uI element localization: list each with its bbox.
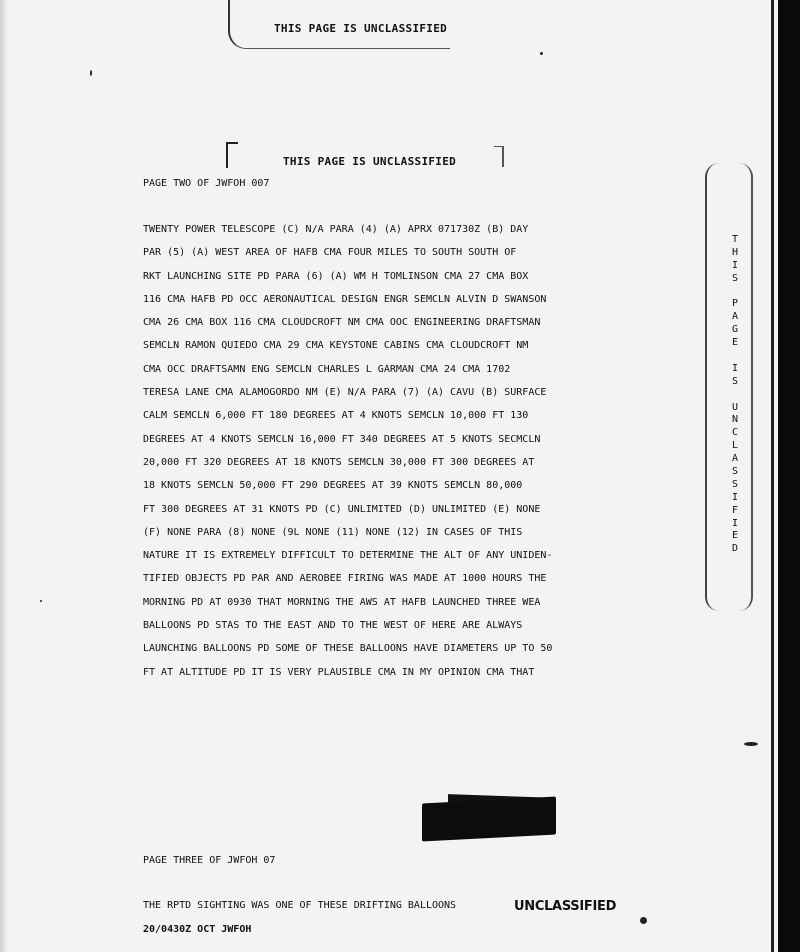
- scan-speck: [744, 742, 758, 746]
- body-line: DEGREES AT 4 KNOTS SEMCLN 16,000 FT 340 DEGREES AT 5 KNOTS SECMCLN: [143, 433, 541, 445]
- vertical-stamp-letter: H: [731, 246, 739, 258]
- vertical-stamp-letter: E: [731, 530, 739, 542]
- body-line: CMA 26 CMA BOX 116 CMA CLOUDCROFT NM CMA OOC ENGINEERING DRAFTSMAN: [143, 317, 541, 329]
- body-line: CALM SEMCLN 6,000 FT 180 DEGREES AT 4 KNOTS SEMCLN 10,000 FT 130: [143, 410, 529, 422]
- vertical-stamp-letter: I: [731, 517, 739, 529]
- scan-speck: [40, 600, 42, 602]
- body-line: TERESA LANE CMA ALAMOGORDO NM (E) N/A PARA (7) (A) CAVU (B) SURFACE: [143, 387, 547, 399]
- top-classification-banner: THIS PAGE IS UNCLASSIFIED: [274, 22, 448, 35]
- body-line: PAR (5) (A) WEST AREA OF HAFB CMA FOUR MILES TO SOUTH SOUTH OF: [143, 247, 517, 259]
- message-body: [143, 218, 623, 684]
- vertical-stamp-letter: I: [731, 362, 739, 374]
- vertical-stamp-letter: S: [731, 375, 739, 387]
- body-line: FT 300 DEGREES AT 31 KNOTS PD (C) UNLIMITED (D) UNLIMITED (E) NONE: [143, 503, 541, 515]
- scan-speck: [540, 52, 543, 55]
- vertical-stamp-letter: T: [731, 234, 739, 245]
- date-time-group: 20/0430Z OCT JWFOH: [143, 924, 252, 935]
- scan-speck: [90, 70, 92, 76]
- body-line: TWENTY POWER TELESCOPE (C) N/A PARA (4) (A) APRX 071730Z (B) DAY: [143, 224, 529, 235]
- unclassified-stamp: UNCLASSIFIED: [514, 899, 617, 914]
- page-three-header: PAGE THREE OF JWFOH 07: [143, 855, 276, 866]
- vertical-stamp-letter: D: [731, 543, 739, 555]
- scan-edge: [778, 0, 800, 952]
- body-line: 18 KNOTS SEMCLN 50,000 FT 290 DEGREES AT 39 KNOTS SEMCLN 80,000: [143, 480, 523, 492]
- vertical-stamp-letter: E: [731, 337, 739, 349]
- vertical-stamp-letter: I: [731, 259, 739, 271]
- body-line: SEMCLN RAMON QUIEDO CMA 29 CMA KEYSTONE CABINS CMA CLOUDCROFT NM: [143, 340, 529, 352]
- body-line: MORNING PD AT 0930 THAT MORNING THE AWS AT HAFB LAUNCHED THREE WEA: [143, 596, 541, 608]
- vertical-stamp-letter: [728, 389, 742, 402]
- vertical-stamp-letter: S: [731, 466, 739, 478]
- scan-speck: [640, 917, 647, 924]
- body-line: FT AT ALTITUDE PD IT IS VERY PLAUSIBLE CMA IN MY OPINION CMA THAT: [143, 666, 535, 678]
- vertical-stamp-letter: C: [731, 427, 739, 439]
- vertical-stamp-letter: A: [731, 311, 739, 323]
- body-line: 116 CMA HAFB PD OCC AERONAUTICAL DESIGN ENGR SEMCLN ALVIN D SWANSON: [143, 293, 547, 305]
- redaction-mark: [422, 796, 556, 841]
- inner-classification-banner: THIS PAGE IS UNCLASSIFIED: [283, 155, 457, 168]
- body-line: RKT LAUNCHING SITE PD PARA (6) (A) WM H TOMLINSON CMA 27 CMA BOX: [143, 270, 529, 282]
- body-line: (F) NONE PARA (8) NONE (9L NONE (11) NONE (12) IN CASES OF THIS: [143, 526, 523, 538]
- vertical-stamp-letter: S: [731, 478, 739, 490]
- body-line: LAUNCHING BALLOONS PD SOME OF THESE BALLOONS HAVE DIAMETERS UP TO 50: [143, 643, 553, 655]
- vertical-classification-stamp: [728, 234, 742, 556]
- page-header-line: PAGE TWO OF JWFOH 007: [143, 178, 270, 189]
- left-bracket-mark: [226, 142, 238, 168]
- vertical-stamp-letter: [728, 350, 742, 363]
- body-line: NATURE IT IS EXTREMELY DIFFICULT TO DETERMINE THE ALT OF ANY UNIDEN-: [143, 550, 553, 562]
- vertical-stamp-letter: P: [731, 298, 739, 310]
- vertical-stamp-letter: A: [731, 453, 739, 465]
- vertical-stamp-letter: [728, 286, 742, 299]
- body-line: 20,000 FT 320 DEGREES AT 18 KNOTS SEMCLN 30,000 FT 300 DEGREES AT: [143, 456, 535, 468]
- vertical-stamp-letter: I: [731, 491, 739, 503]
- scan-edge-line: [771, 0, 774, 952]
- body-line: BALLOONS PD STAS TO THE EAST AND TO THE WEST OF HERE ARE ALWAYS: [143, 620, 523, 632]
- footer-sentence: THE RPTD SIGHTING WAS ONE OF THESE DRIFTING BALLOONS: [143, 900, 457, 911]
- vertical-stamp-letter: U: [731, 401, 739, 413]
- scan-shadow: [0, 0, 8, 952]
- body-line: CMA OCC DRAFTSAMN ENG SEMCLN CHARLES L GARMAN CMA 24 CMA 1702: [143, 363, 511, 375]
- right-bracket-mark: [494, 146, 504, 167]
- body-line: TIFIED OBJECTS PD PAR AND AEROBEE FIRING WAS MADE AT 1000 HOURS THE: [143, 573, 547, 585]
- vertical-stamp-letter: L: [731, 440, 739, 452]
- vertical-stamp-letter: N: [731, 414, 739, 426]
- vertical-stamp-letter: S: [731, 272, 739, 284]
- vertical-stamp-letter: F: [731, 504, 739, 516]
- vertical-stamp-letter: G: [731, 324, 739, 336]
